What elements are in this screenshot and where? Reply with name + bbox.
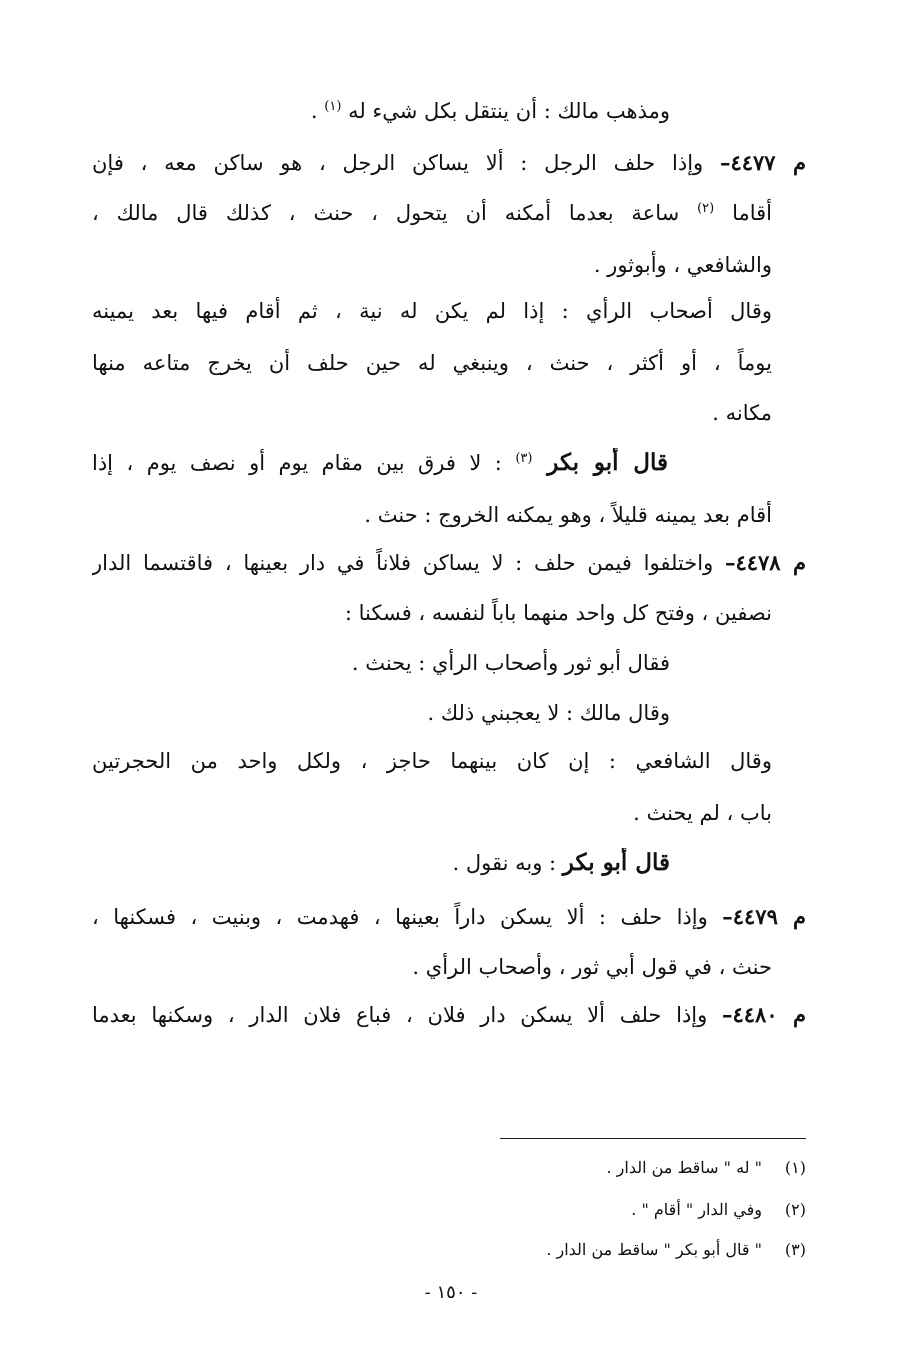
footnote-text: " له " ساقط من الدار . xyxy=(606,1158,762,1177)
footnote-ref: (١) xyxy=(324,99,342,114)
text-line: وقال مالك : لا يعجبني ذلك . xyxy=(427,701,670,725)
footnote xyxy=(631,1198,806,1222)
footnote-separator xyxy=(500,1138,806,1139)
footnote xyxy=(606,1156,806,1180)
footnote-number: (١) xyxy=(784,1158,806,1177)
issue-number: م ٤٤٧٧– xyxy=(719,150,806,175)
text-line: وقال أصحاب الرأي : إذا لم يكن له نية ، ثم أقام فيها بعد يمينه xyxy=(92,299,772,323)
issue-line: م ٤٤٧٧– وإذا حلف الرجل : ألا يساكن الرجل ، هو ساكن معه ، فإن xyxy=(92,150,806,175)
abu-bakr-heading-line: قال أبو بكر : وبه نقول . xyxy=(452,849,670,876)
footnote xyxy=(546,1238,806,1262)
text-line: أقام بعد يمينه قليلاً ، وهو يمكنه الخروج : حنث . xyxy=(364,503,772,527)
issue-line: م ٤٤٧٨– واختلفوا فيمن حلف : لا يساكن فلاناً في دار بعينها ، فاقتسما الدار xyxy=(92,550,806,575)
text-line: أقاما $^{(٢)}$ ساعة بعدما أمكنه أن يتحول ، حنث ، كذلك قال مالك ، xyxy=(92,201,772,225)
text-line: نصفين ، وفتح كل واحد منهما باباً لنفسه ، فسكنا : xyxy=(344,601,772,625)
text-line: حنث ، في قول أبي ثور ، وأصحاب الرأي . xyxy=(412,955,772,979)
page-number: - ١٥٠ - xyxy=(424,1282,478,1303)
text-line: فقال أبو ثور وأصحاب الرأي : يحنث . xyxy=(351,651,670,675)
text-line: يوماً ، أو أكثر ، حنث ، وينبغي له حين حلف أن يخرج متاعه منها xyxy=(92,351,772,375)
text-line: والشافعي ، وأبوثور . xyxy=(593,253,772,277)
footnote-ref: (٢) xyxy=(697,201,715,216)
abu-bakr-heading-line: قال أبو بكر $^{(٣)}$ : لا فرق بين مقام يوم أو نصف يوم ، إذا xyxy=(92,449,668,476)
text-line: باب ، لم يحنث . xyxy=(633,801,772,825)
text-line: ومذهب مالك : أن ينتقل بكل شيء له $^{(١)}$ . xyxy=(310,99,670,123)
footnote-number: (٣) xyxy=(784,1240,806,1259)
text-line: وقال الشافعي : إن كان بينهما حاجز ، ولكل واحد من الحجرتين xyxy=(92,749,772,773)
text-line: مكانه . xyxy=(712,401,772,425)
abu-bakr-heading: قال أبو بكر xyxy=(532,449,668,476)
footnote-ref: (٣) xyxy=(515,451,533,466)
abu-bakr-heading: قال أبو بكر xyxy=(562,849,670,876)
footnote-text: وفي الدار " أقام " . xyxy=(631,1200,762,1219)
footnote-text: " قال أبو بكر " ساقط من الدار . xyxy=(546,1240,762,1259)
issue-line: م ٤٤٨٠– وإذا حلف ألا يسكن دار فلان ، فباع فلان الدار ، وسكنها بعدما xyxy=(92,1002,806,1027)
issue-number: م ٤٤٨٠– xyxy=(722,1002,806,1027)
footnote-number: (٢) xyxy=(784,1200,806,1219)
issue-number: م ٤٤٧٩– xyxy=(722,904,806,929)
issue-line: م ٤٤٧٩– وإذا حلف : ألا يسكن داراً بعينها ، فهدمت ، وبنيت ، فسكنها ، xyxy=(92,904,806,929)
issue-number: م ٤٤٧٨– xyxy=(724,550,806,575)
